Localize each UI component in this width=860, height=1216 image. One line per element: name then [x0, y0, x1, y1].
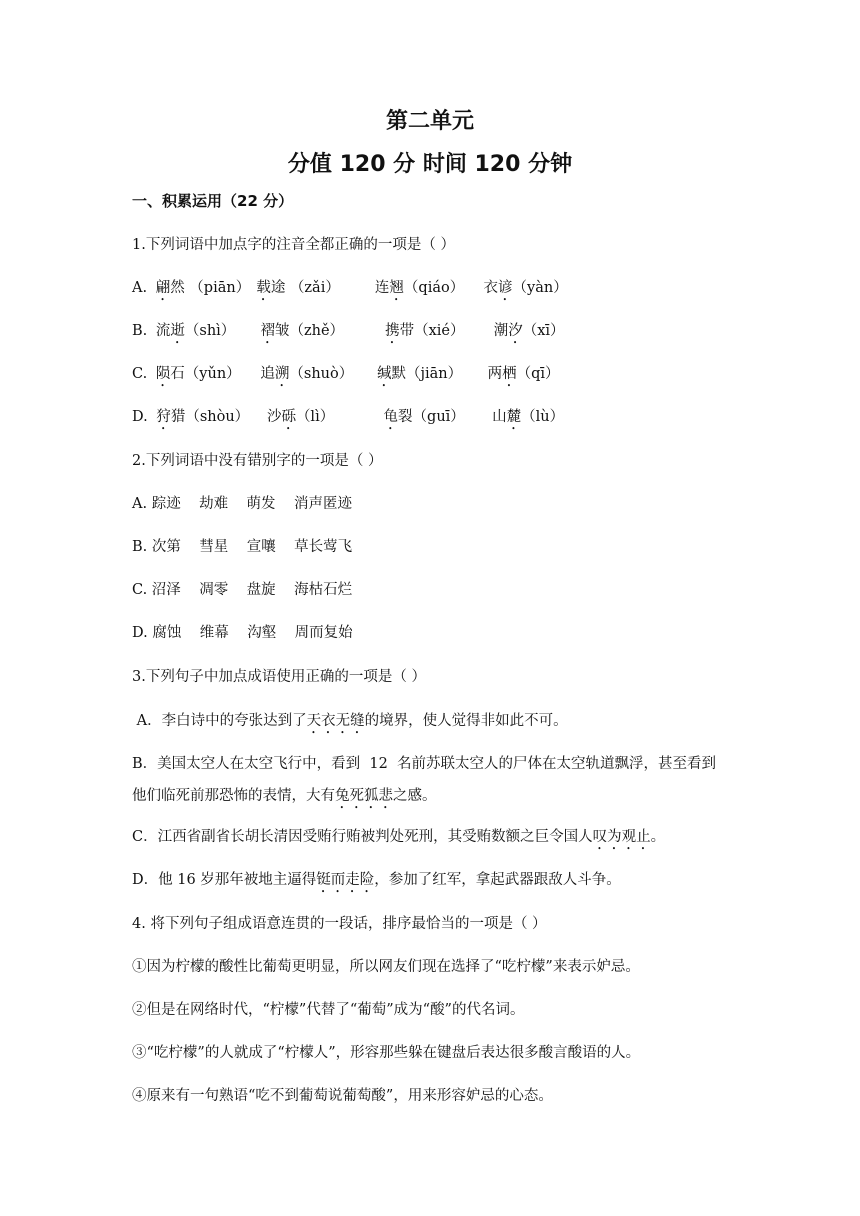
- q4-sentence-2: ②但是在网络时代，“柠檬”代替了“葡萄”成为“酸”的代名词。: [132, 1002, 525, 1018]
- q2-option-a: A. 踪迹 劫难 萌发 消声匿迹: [132, 496, 352, 512]
- q3-option-d: D．他 16 岁那年被地主逼得铤而走险，参加了红军，拿起武器跟敌人斗争。: [132, 872, 621, 888]
- q1-c-word-1: 陨石（yǔn）: [155, 366, 241, 382]
- q2-option-c: C. 沼泽 凋零 盘旋 海枯石烂: [132, 582, 353, 598]
- q1-a-word-4: 衣谚（yàn）: [483, 280, 568, 296]
- q4-sentence-3: ③“吃柠檬”的人就成了“柠檬人”，形容那些躲在键盘后表达很多酸言酸语的人。: [132, 1045, 641, 1061]
- q3-option-c: C．江西省副省长胡长清因受贿行贿被判处死刑，其受贿数额之巨令国人叹为观止。: [132, 829, 666, 845]
- q1-a-word-1: 翩然 （piān）: [155, 280, 251, 296]
- q1-option-a: A. 翩然 （piān） 载途 （zǎi） 连翘（qiáo） 衣谚（yàn）: [132, 278, 568, 304]
- q1-stem: 1.下列词语中加点字的注音全都正确的一项是（ ）: [132, 237, 455, 253]
- q1-b-word-4: 潮汐（xī）: [493, 323, 565, 339]
- q1-c-word-4: 两栖（qī）: [487, 366, 560, 382]
- q3-option-a: A．李白诗中的夸张达到了天衣无缝的境界，使人觉得非如此不可。: [132, 713, 568, 729]
- q1-c-word-3: 缄默（jiān）: [377, 366, 463, 382]
- q1-d-word-4: 山麓（lù）: [492, 409, 565, 425]
- q2-option-b: B. 次第 彗星 宣嚷 草长莺飞: [132, 539, 353, 555]
- q1-d-word-1: 狩猎（shòu）: [156, 409, 250, 425]
- q1-option-b: B. 流逝（shì） 褶皱（zhě） 携带（xié） 潮汐（xī）: [132, 321, 565, 347]
- q4-sentence-1: ①因为柠檬的酸性比葡萄更明显，所以网友们现在选择了“吃柠檬”来表示妒忌。: [132, 959, 640, 975]
- q1-option-d: D. 狩猎（shòu） 沙砾（lì） 龟裂（guī） 山麓（lù）: [132, 407, 564, 433]
- q1-d-word-3: 龟裂（guī）: [383, 409, 465, 425]
- q1-b-word-1: 流逝（shì）: [155, 323, 236, 339]
- q2-stem: 2.下列词语中没有错别字的一项是（ ）: [132, 453, 383, 469]
- exam-subtitle: 分值 120 分 时间 120 分钟: [287, 152, 573, 177]
- q3-option-b-line2: 他们临死前那恐怖的表情，大有兔死狐悲之感。: [132, 788, 437, 804]
- q3-option-b-line1: B．美国太空人在太空飞行中，看到 12 名前苏联太空人的尸体在太空轨道飘浮，甚至看到: [132, 756, 717, 772]
- unit-title: 第二单元: [385, 109, 474, 134]
- q1-c-word-2: 追溯（shuò）: [260, 366, 354, 382]
- q1-option-c: C. 陨石（yǔn） 追溯（shuò） 缄默（jiān） 两栖（qī）: [132, 364, 560, 390]
- section-heading: 一、积累运用（22 分）: [132, 192, 294, 210]
- q2-option-d: D. 腐蚀 维幕 沟壑 周而复始: [132, 625, 353, 641]
- q4-stem: 4. 将下列句子组成语意连贯的一段话，排序最恰当的一项是（ ）: [132, 916, 547, 932]
- q4-sentence-4: ④原来有一句熟语“吃不到葡萄说葡萄酸”，用来形容妒忌的心态。: [132, 1088, 553, 1104]
- q1-d-word-2: 沙砾（lì）: [266, 409, 335, 425]
- q1-a-word-3: 连翘（qiáo）: [374, 280, 465, 296]
- q3-stem: 3.下列句子中加点成语使用正确的一项是（ ）: [132, 669, 426, 685]
- q1-a-word-2: 载途 （zǎi）: [256, 280, 340, 296]
- q1-b-word-3: 携带（xié）: [385, 323, 465, 339]
- q1-b-word-2: 褶皱（zhě）: [260, 323, 345, 339]
